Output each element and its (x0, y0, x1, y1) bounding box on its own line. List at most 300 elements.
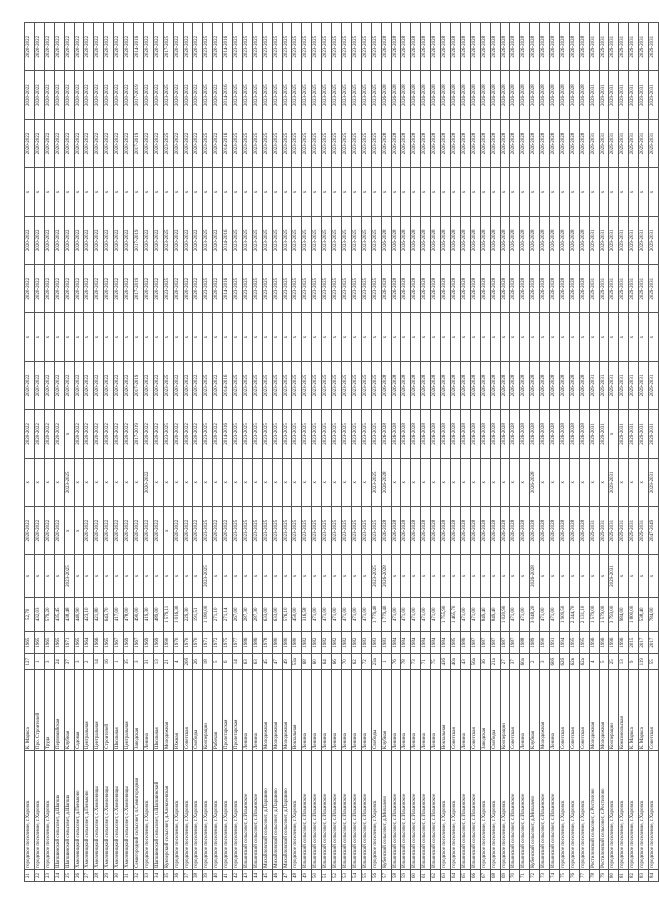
table-cell: 2023-2025 (292, 410, 302, 458)
table-cell: 2023-2025 (332, 71, 342, 119)
table-cell: 2020-2022 (64, 119, 74, 167)
table-cell: 2020-2022 (114, 265, 124, 313)
table-cell: 2023-2025 (262, 265, 272, 313)
table-cell: x (371, 168, 381, 216)
table-cell: 2029-2031 (639, 71, 649, 119)
table-row (589, 23, 599, 882)
table-cell: 2026-2028 (381, 458, 391, 506)
table-cell: 2014-2016 (223, 265, 233, 313)
table-cell: x (104, 458, 114, 506)
table-cell: 2023-2025 (371, 361, 381, 409)
table-cell: 2023-2025 (302, 23, 312, 71)
table-cell: 271,10 (213, 597, 223, 631)
table-cell: 1996 (619, 631, 629, 653)
table-cell: 2026-2028 (431, 410, 441, 458)
table-cell: x (223, 168, 233, 216)
table-cell: x (133, 168, 143, 216)
table-cell: 2029-2031 (599, 506, 609, 554)
table-cell: 14 (94, 654, 104, 670)
table-cell: x (550, 313, 560, 361)
table-cell: 2023-2025 (332, 23, 342, 71)
table-cell: 2023-2025 (252, 361, 262, 409)
table-cell: 72 (361, 654, 371, 670)
table-cell: 2026-2028 (421, 410, 431, 458)
table-cell: 3 793,00 (609, 597, 619, 631)
table-cell: x (361, 458, 371, 506)
table-cell: 2029-2031 (629, 119, 639, 167)
table-cell: Молодежная (163, 670, 173, 751)
table-cell: x (153, 458, 163, 506)
table-cell: 2029-2031 (619, 119, 629, 167)
table-cell: x (470, 555, 480, 597)
table-cell: 1984 (431, 631, 441, 653)
table-cell: x (143, 313, 153, 361)
table-cell: Ильинский сельсовет, с.Ильинское (332, 750, 342, 869)
table-cell: 1984 (441, 631, 451, 653)
table-cell: x (589, 313, 599, 361)
table-cell: 2026-2028 (391, 361, 401, 409)
table-cell: Ильинский сельсовет, с.Ильинское (510, 750, 520, 869)
table-row (450, 23, 460, 882)
table-cell: x (490, 458, 500, 506)
table-cell: x (599, 555, 609, 597)
table-cell: 2026-2028 (550, 410, 560, 458)
table-cell: 6 (223, 654, 233, 670)
table-cell: 2026-2028 (441, 119, 451, 167)
table-cell: Ильинский сельсовет, с.Ильинское (460, 750, 470, 869)
table-cell: 1986 (242, 631, 252, 653)
table-cell: Ленина (312, 670, 322, 751)
table-cell: 2020-2022 (64, 23, 74, 71)
table-cell: x (550, 458, 560, 506)
table-row (84, 23, 94, 882)
table-cell: x (193, 555, 203, 597)
table-cell: 2020-2022 (183, 410, 193, 458)
table-cell: 2026-2028 (540, 71, 550, 119)
table-cell: 1967 (133, 631, 143, 653)
table-cell: 2026-2028 (470, 23, 480, 71)
table-cell: x (64, 313, 74, 361)
table-cell: x (559, 458, 569, 506)
table-cell: 435,45 (54, 597, 64, 631)
table-cell: 2026-2028 (540, 265, 550, 313)
table-cell: x (391, 458, 401, 506)
table-cell: 47 (282, 869, 292, 881)
table-cell: 1986 (460, 631, 470, 653)
table-cell: 2020-2022 (64, 71, 74, 119)
table-cell: x (322, 313, 332, 361)
table-cell: x (84, 168, 94, 216)
table-cell: x (44, 168, 54, 216)
table-cell: x (163, 168, 173, 216)
table-cell: x (322, 458, 332, 506)
table-cell: x (629, 313, 639, 361)
table-cell: x (193, 458, 203, 506)
table-cell: x (500, 168, 510, 216)
table-cell: 2020-2022 (44, 216, 54, 264)
table-cell: Пролетарская (233, 670, 243, 751)
table-cell: x (332, 555, 342, 597)
table-cell: 78 (589, 869, 599, 881)
table-cell: 1965 (25, 631, 35, 653)
capital-repair-schedule-table (24, 22, 659, 882)
table-cell: 2023-2025 (163, 265, 173, 313)
table-cell: x (94, 458, 104, 506)
table-cell: 1984 (401, 631, 411, 653)
table-cell: 2023-2025 (252, 71, 262, 119)
table-cell: Хмелевицкий сельсовет, с.Хмелевицы (114, 750, 124, 869)
table-cell: 2020-2022 (25, 71, 35, 119)
table-cell: 2026-2028 (411, 265, 421, 313)
table-cell: 2023-2025 (342, 216, 352, 264)
table-cell: 45 (262, 869, 272, 881)
table-cell: 2020-2022 (114, 119, 124, 167)
table-cell: 2029-2031 (649, 71, 659, 119)
table-cell: городское поселение, г.Харовск (292, 750, 302, 869)
table-cell: 2023-2025 (242, 506, 252, 554)
table-cell: 2023-2025 (203, 119, 213, 167)
table-cell: 2029-2031 (649, 458, 659, 506)
table-cell: 76 (391, 654, 401, 670)
table-cell: 2023-2025 (302, 265, 312, 313)
table-cell: 2020-2022 (143, 410, 153, 458)
table-cell: x (252, 458, 262, 506)
table-cell: 2023-2025 (262, 216, 272, 264)
table-cell: 191,51 (193, 597, 203, 631)
table-cell: Хмелевицкий сельсовет, с.Хмелевицы (104, 750, 114, 869)
table-cell: 2026-2028 (480, 361, 490, 409)
table-cell: 2020-2022 (104, 361, 114, 409)
table-cell: 2029-2031 (639, 410, 649, 458)
table-cell: 1995 (579, 631, 589, 653)
table-cell: Ильинский сельсовет, с.Ильинское (431, 750, 441, 869)
table-row (332, 23, 342, 882)
table-row (163, 23, 173, 882)
table-cell: 471,00 (431, 597, 441, 631)
table-cell: x (490, 313, 500, 361)
table-cell: x (233, 555, 243, 597)
table-cell: 2026-2028 (431, 265, 441, 313)
table-cell: Центральная (124, 670, 134, 751)
table-cell: x (104, 168, 114, 216)
table-cell: x (213, 555, 223, 597)
table-cell: Шапшинский сельсовет, д.Шапша (54, 750, 64, 869)
table-row (94, 23, 104, 882)
table-cell: x (203, 458, 213, 506)
table-cell: 2026-2028 (431, 216, 441, 264)
table-cell: Ильинский сельсовет, с.Ильинское (361, 750, 371, 869)
table-cell: 2026-2028 (431, 23, 441, 71)
table-cell: x (34, 313, 44, 361)
table-cell: 2023-2025 (292, 506, 302, 554)
table-cell: x (401, 555, 411, 597)
table-cell: x (262, 555, 272, 597)
table-cell: 2023-2025 (203, 361, 213, 409)
table-cell: x (124, 555, 134, 597)
table-cell: 2020-2022 (44, 506, 54, 554)
table-cell: Рабочая (213, 670, 223, 751)
table-cell: 2026-2028 (500, 23, 510, 71)
table-cell: 2023-2025 (371, 410, 381, 458)
table-cell: 2020-2022 (213, 506, 223, 554)
table-cell: 2020-2022 (44, 119, 54, 167)
table-cell: 2029-2031 (609, 458, 619, 506)
table-cell: 2023-2025 (322, 23, 332, 71)
table-cell: 2020-2022 (54, 119, 64, 167)
table-cell: 2029-2031 (649, 265, 659, 313)
table-cell: x (322, 555, 332, 597)
table-cell: 14 (233, 654, 243, 670)
table-cell: 119 (639, 654, 649, 670)
table-cell: 2020-2022 (64, 216, 74, 264)
table-cell: 2026-2028 (470, 361, 480, 409)
table-cell: 419,30 (143, 597, 153, 631)
table-cell: 1986 (252, 631, 262, 653)
table-cell: 2026-2028 (510, 216, 520, 264)
table-cell: 2020-2022 (34, 23, 44, 71)
table-cell: 2017-2019 (133, 216, 143, 264)
table-cell: Комсомольская (619, 670, 629, 751)
table-cell: 2026-2028 (579, 265, 589, 313)
table-cell: 56а (470, 654, 480, 670)
table-cell: 2029-2031 (599, 23, 609, 71)
table-cell: x (262, 168, 272, 216)
table-cell: 1980 (282, 631, 292, 653)
table-cell: 18 (203, 654, 213, 670)
table-cell: 2020-2022 (84, 361, 94, 409)
table-cell: 2029-2031 (639, 265, 649, 313)
table-cell: x (312, 313, 322, 361)
table-cell: 2020-2022 (173, 119, 183, 167)
table-cell: 984,00 (619, 597, 629, 631)
table-cell: Кубенский сельсовет, д.Михалево (381, 750, 391, 869)
table-cell: x (282, 555, 292, 597)
table-cell: 1982 (342, 631, 352, 653)
table-cell: Молодежная (262, 670, 272, 751)
table-cell: 471,00 (520, 597, 530, 631)
table-cell: 2023-2025 (272, 71, 282, 119)
table-cell: 60 (312, 654, 322, 670)
table-cell: 2020-2022 (74, 410, 84, 458)
table-cell: 2023-2025 (292, 23, 302, 71)
table-cell: 2029-2031 (619, 71, 629, 119)
table-cell: x (74, 458, 84, 506)
table-row (133, 23, 143, 882)
table-cell: Ильинский сельсовет, с.Ильинское (391, 750, 401, 869)
table-cell: 39 (203, 869, 213, 881)
table-cell: 2020-2022 (153, 410, 163, 458)
table-cell: 2020-2022 (84, 506, 94, 554)
table-cell: x (54, 313, 64, 361)
table-cell: Ильинский сельсовет, с.Ильинское (312, 750, 322, 869)
table-cell: 2029-2031 (639, 23, 649, 71)
table-cell: 1996 (589, 631, 599, 653)
table-cell: 2023-2025 (163, 71, 173, 119)
table-cell: x (44, 313, 54, 361)
table-cell: 2026-2028 (530, 555, 540, 597)
table-cell: 2020-2022 (124, 216, 134, 264)
table-cell: x (252, 313, 262, 361)
table-cell: 54 (351, 869, 361, 881)
table-cell: x (342, 555, 352, 597)
table-cell: 2023-2025 (302, 71, 312, 119)
table-cell: x (44, 555, 54, 597)
table-cell: 5 (599, 654, 609, 670)
table-cell: 63 (441, 869, 451, 881)
table-cell: 49 (302, 869, 312, 881)
table-cell: 1987 (510, 631, 520, 653)
table-cell: x (441, 313, 451, 361)
table-cell: 1987 (480, 631, 490, 653)
table-cell: 2023-2025 (312, 71, 322, 119)
table-cell: 3 (74, 654, 84, 670)
table-cell: 5 (213, 654, 223, 670)
table-cell: 2026-2028 (450, 361, 460, 409)
table-cell: 2020-2022 (124, 506, 134, 554)
table-cell: 2020-2022 (213, 265, 223, 313)
table-cell: x (550, 168, 560, 216)
table-cell: Школьная (114, 670, 124, 751)
table-cell: Ильинский сельсовет, с.Ильинское (421, 750, 431, 869)
table-cell: городское поселение, г.Харовск (143, 750, 153, 869)
table-cell: x (579, 168, 589, 216)
table-cell: Хмелевицкий сельсовет, с.Хмелевицы (124, 750, 134, 869)
table-cell: 1 180,00 (203, 597, 213, 631)
table-cell: 2026-2028 (391, 119, 401, 167)
table-cell: x (25, 168, 35, 216)
table-cell: 3 048,20 (530, 597, 540, 631)
table-cell: 2029-2031 (619, 361, 629, 409)
table-row (579, 23, 589, 882)
table-cell: Ленина (302, 670, 312, 751)
table-cell: Строителей (104, 670, 114, 751)
table-cell: 2029-2031 (609, 265, 619, 313)
table-cell: 2020-2022 (193, 506, 203, 554)
table-cell: 2029-2031 (599, 71, 609, 119)
table-cell: x (292, 168, 302, 216)
table-cell: 2020-2022 (74, 71, 84, 119)
table-cell: Ленина (342, 670, 352, 751)
table-cell: 2023-2025 (292, 265, 302, 313)
table-row (262, 23, 272, 882)
table-cell: 26 (74, 869, 84, 881)
table-cell: x (520, 313, 530, 361)
table-row (599, 23, 609, 882)
table-cell: 2026-2028 (391, 410, 401, 458)
table-cell: 2026-2028 (480, 23, 490, 71)
table-cell: 2026-2028 (510, 265, 520, 313)
table-cell: 1994 (559, 631, 569, 653)
table-cell: 2026-2028 (441, 410, 451, 458)
table-cell: x (480, 313, 490, 361)
table-cell: 2020-2022 (124, 265, 134, 313)
table-cell: 2029-2031 (609, 23, 619, 71)
table-cell: 2020-2022 (124, 119, 134, 167)
table-cell: 4 (589, 654, 599, 670)
table-cell: 1983 (381, 631, 391, 653)
table-cell: x (569, 168, 579, 216)
table-cell: 1 909,50 (559, 597, 569, 631)
table-cell: 2020-2022 (143, 458, 153, 506)
table-cell: 2026-2028 (381, 555, 391, 597)
table-cell: 1995 (569, 631, 579, 653)
table-cell: 2026-2028 (559, 23, 569, 71)
table-cell: городское поселение, г.Харовск (183, 750, 193, 869)
table-cell: 2020-2022 (173, 506, 183, 554)
table-cell: x (292, 458, 302, 506)
table-cell: 2026-2028 (401, 361, 411, 409)
table-cell: 2026-2028 (490, 23, 500, 71)
table-cell: 2020-2022 (84, 265, 94, 313)
table-cell: x (540, 555, 550, 597)
table-cell: 60 (411, 869, 421, 881)
table-cell: x (183, 555, 193, 597)
table-cell: 2020-2022 (124, 23, 134, 71)
table-cell: 2047-2049 (649, 506, 659, 554)
table-cell: 2026-2028 (510, 71, 520, 119)
table-cell: 2020-2022 (193, 265, 203, 313)
table-cell: 2026-2028 (460, 119, 470, 167)
table-cell: городское поселение, г.Харовск (233, 750, 243, 869)
table-row (302, 23, 312, 882)
table-cell: Ильинский сельсовет, с.Ильинское (351, 750, 361, 869)
table-cell: 2026-2028 (550, 265, 560, 313)
table-cell: Школьная (153, 670, 163, 751)
table-cell: Кооперации (203, 670, 213, 751)
table-cell: 37 (510, 654, 520, 670)
table-cell: x (342, 168, 352, 216)
table-cell: 2020-2022 (183, 71, 193, 119)
table-cell: 2020-2022 (84, 23, 94, 71)
table-cell: 83 (639, 869, 649, 881)
table-cell: 2023-2025 (233, 71, 243, 119)
table-cell: Ленина (322, 670, 332, 751)
table-cell: 2029-2031 (619, 506, 629, 554)
table-cell: 2020-2022 (183, 361, 193, 409)
table-cell: 2026-2028 (579, 23, 589, 71)
table-cell: x (143, 168, 153, 216)
table-cell: x (74, 313, 84, 361)
table-cell: Молодежная (599, 670, 609, 751)
table-cell: x (203, 313, 213, 361)
table-cell: x (44, 458, 54, 506)
table-cell: 2026-2028 (450, 119, 460, 167)
table-cell: 2026-2028 (510, 361, 520, 409)
table-cell: x (272, 458, 282, 506)
table-cell: x (411, 458, 421, 506)
table-cell: 2026-2028 (530, 119, 540, 167)
table-cell: x (94, 168, 104, 216)
table-cell: 2014-2016 (133, 23, 143, 71)
table-cell: x (401, 313, 411, 361)
table-cell: 2026-2028 (411, 361, 421, 409)
table-cell: 2023-2025 (361, 265, 371, 313)
table-cell: 2023-2025 (312, 23, 322, 71)
table-cell: 2026-2028 (540, 23, 550, 71)
table-cell: 1991 (550, 631, 560, 653)
table-cell: 2026-2028 (520, 410, 530, 458)
table-cell: x (292, 555, 302, 597)
table-cell: 2023-2025 (302, 410, 312, 458)
table-cell: x (74, 555, 84, 597)
table-cell: 56 (371, 869, 381, 881)
table-cell: 471,00 (332, 597, 342, 631)
table-cell: 2026-2028 (460, 506, 470, 554)
table-cell: 471,00 (322, 597, 332, 631)
table-cell: 82 (629, 869, 639, 881)
table-cell: 2020-2022 (44, 23, 54, 71)
table-cell: 2020-2022 (25, 23, 35, 71)
